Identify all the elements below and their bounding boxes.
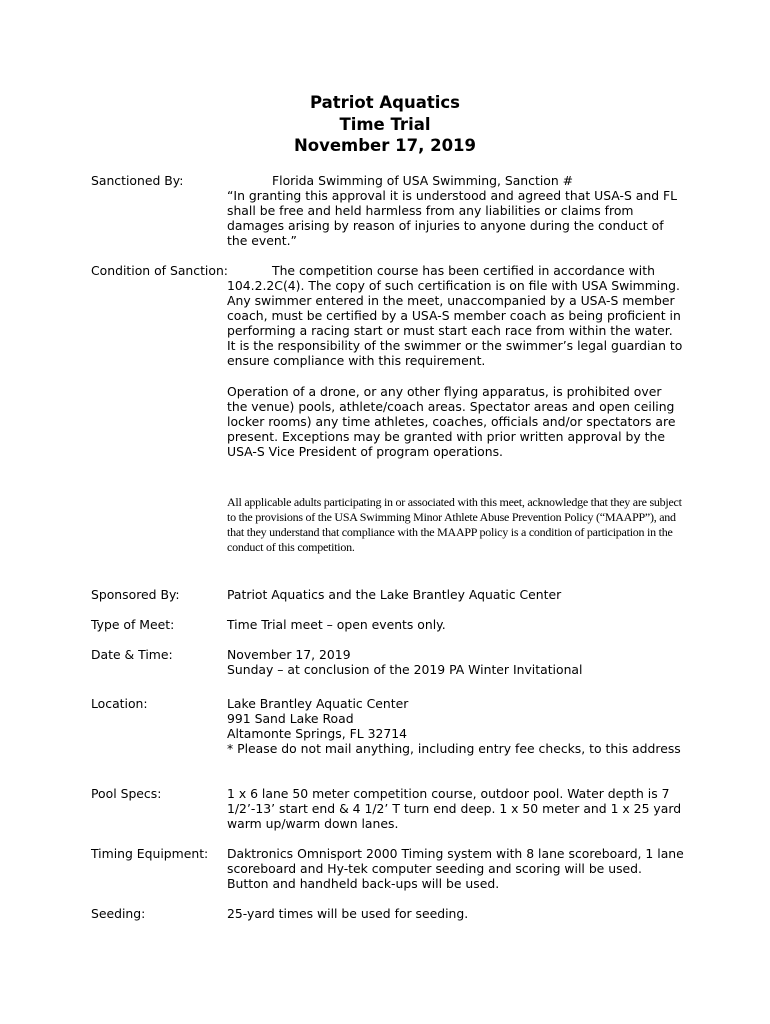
date-time-value	[227, 647, 685, 677]
seeding-value: 25-yard times will be used for seeding.	[227, 906, 469, 921]
sanctioned-value	[227, 173, 685, 248]
date-line: November 17, 2019	[227, 647, 351, 662]
title-line-club: Patriot Aquatics	[309, 93, 461, 112]
timing-value: Daktronics Omnisport 2000 Timing system with 8 lane scoreboard, 1 lane scoreboard and Hy-tek computer seeding and scoring will be used. Button and handheld back-ups will be used.	[227, 846, 684, 891]
condition-paragraph-certification: The competition course has been certified in accordance with 104.2.2C(4). The copy of such certification is on file with USA Swimming. Any swimmer entered in the meet, unaccompanied by a USA-S member coach, must be certified by a USA-S member coach as being proficient in performing a racing start or must start each race from within the water. It is the responsibility of the swimmer or the swimmer’s legal guardian to ensure compliance with this requirement.	[227, 263, 683, 368]
condition-paragraph-maapp: All applicable adults participating in or associated with this meet, acknowledge that they are subject to the provisions of the USA Swimming Minor Athlete Abuse Prevention Policy (“MAAPP”), and that they understand that compliance with the MAAPP policy is a condition of participation in the conduct of this competition.	[227, 495, 682, 554]
location-value	[227, 696, 685, 756]
sanction-quote: “In granting this approval it is understood and agreed that USA-S and FL shall be free and held harmless from any liabilities or claims from damages arising by reason of injuries to anyone during the conduct of the event.”	[227, 188, 678, 248]
sanctioned-label: Sanctioned By:	[91, 173, 184, 188]
document-title	[200, 92, 570, 157]
title-line-event: Time Trial	[339, 114, 431, 134]
condition-paragraph-drone: Operation of a drone, or any other flying apparatus, is prohibited over the venue) pools, athlete/coach areas. Spectator areas and open ceiling locker rooms) any time athletes, coaches, officials and/or spectators are present. Exceptions may be granted with prior written approval by the USA-S Vice President of program operations.	[227, 384, 676, 459]
pool-specs-label: Pool Specs:	[91, 786, 162, 801]
location-venue: Lake Brantley Aquatic Center	[227, 696, 409, 711]
title-line-date: November 17, 2019	[293, 136, 477, 155]
location-city: Altamonte Springs, FL 32714	[227, 726, 407, 741]
location-label: Location:	[91, 696, 148, 711]
date-time-label: Date & Time:	[91, 647, 173, 662]
seeding-label: Seeding:	[91, 906, 146, 921]
location-note: * Please do not mail anything, including entry fee checks, to this address	[227, 741, 681, 756]
meet-type-value: Time Trial meet – open events only.	[227, 617, 446, 632]
condition-label: Condition of Sanction:	[91, 263, 228, 278]
sponsored-value: Patriot Aquatics and the Lake Brantley Aquatic Center	[227, 587, 562, 602]
meet-type-label: Type of Meet:	[91, 617, 175, 632]
time-line: Sunday – at conclusion of the 2019 PA Winter Invitational	[227, 662, 583, 677]
sanction-body: Florida Swimming of USA Swimming, Sanction #	[272, 173, 574, 188]
timing-label: Timing Equipment:	[91, 846, 209, 861]
sponsored-label: Sponsored By:	[91, 587, 180, 602]
location-street: 991 Sand Lake Road	[227, 711, 354, 726]
condition-value	[227, 263, 685, 368]
pool-specs-value: 1 x 6 lane 50 meter competition course, outdoor pool. Water depth is 7 1/2’-13’ start end & 4 1/2’ T turn end deep. 1 x 50 meter and 1 x 25 yard warm up/warm down lanes.	[227, 786, 682, 831]
